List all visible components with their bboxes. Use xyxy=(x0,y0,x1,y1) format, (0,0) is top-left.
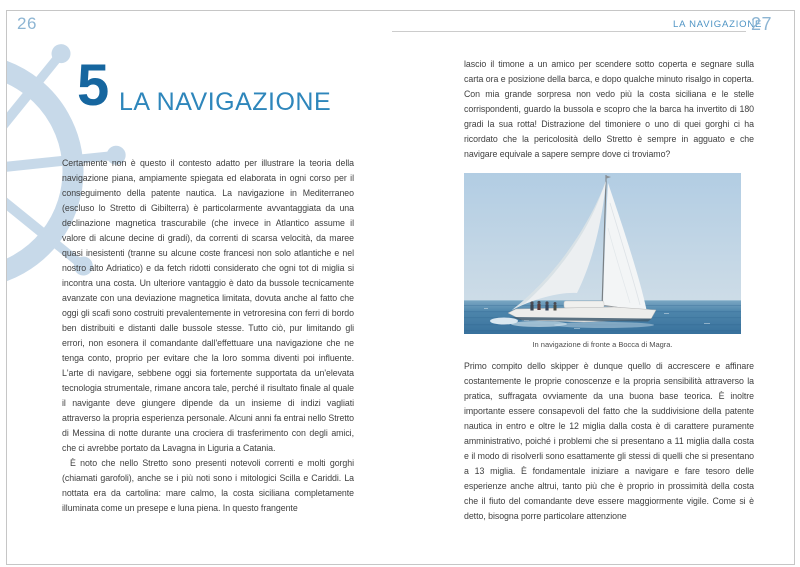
photo-caption: In navigazione di fronte a Bocca di Magra. xyxy=(532,340,673,349)
book-spread xyxy=(6,10,795,565)
page-number-left: 26 xyxy=(17,14,37,33)
right-page-body-top: lascio il timone a un amico per scendere sotto coperta e segnare sulla carta ora e posizione della barca, e dopo qualche minuto risalgo in coperta. Con mia grande sorpresa non vedo più la costa siciliana e le stelle corrispondenti, guardo la bussola e scopro che la barca ha invertito di 180 gradi la sua rotta! Distrazione del timoniere o uno di quei gorghi ci ha ricordato che la pericolosità dello Stretto è sempre in agguato e che navigare equivale a sapere sempre dove ci troviamo? xyxy=(464,59,754,159)
sailboat-photo xyxy=(464,173,741,334)
page-number-right: 27 xyxy=(751,14,773,34)
right-page-body-bottom: Primo compito dello skipper è dunque quello di accrescere e affinare costantemente le proprie conoscenze e la propria sensibilità attraverso la pratica, suffragata ovviamente da una buona base teorica. È inoltre importante essere consapevoli del fatto che la suddivisione della patente nautica in entro e oltre le 12 miglia dalla costa è di carattere puramente amministrativo, poiché i problemi che si presentano a 11 miglia dalla costa e il modo di risolverli sono esattamente gli stessi di quelli che si presentano a 13 miglia. È fondamentale iniziare a navigare e fare tesoro delle esperienze anche altrui, tanto più che è proprio in prossimità della costa che il fiuto del comandante deve essere maggiormente vigile. Come si è detto, bisogna porre particolare attenzione xyxy=(464,361,754,521)
paragraph: È noto che nello Stretto sono presenti notevoli correnti e molti gorghi (chiamati garofoli), anche se i più noti sono i mitologici Scilla e Cariddi. La nottata era da cartolina: mare calmo, la costa siciliana completamente illuminata come un presepe e luna piena. In questo frangente xyxy=(62,458,354,513)
paragraph: Certamente non è questo il contesto adatto per illustrare la teoria della navigazione piana, ampiamente spiegata ed elaborata in ogni corso per il conseguimento della patente nautica. La navigazione in Mediterraneo (escluso lo Stretto di Gibilterra) è particolarmente avvantaggiata da una declinazione magnetica trascurabile (che invece in Atlantico assume il valore di alcune decine di gradi), da correnti di scarsa velocità, da maree quasi inesistenti (tranne su alcune coste francesi non solo atlantiche e nel nostro alto Adriatico) e da fetch ridotti considerato che ogni tot di miglia si incontra una costa. Un ulteriore vantaggio è dato da bussole tecnicamente avanzate con una deviazione magnetica limitata, dovuta anche al fatto che oggi gli scafi sono costruiti prevalentemente in vetroresina con ferri di bordo ben distribuiti e distanti dalle bussole stesse. Tutto ciò, pur limitando gli errori, non esonera il comandante dall'effettuare una navigazione che ne tenga conto, proprio per evitare che la loro somma diventi poi influente. L'arte di navigare, sebbene oggi sia fortemente supportata da un'elevata tecnologia strumentale, rimane ancora tale, perché il risultato finale al quale il navigante deve giungere dipende da un insieme di indizi vagliati attraverso la propria esperienza personale. Alcuni anni fa entrai nello Stretto di Messina di notte durante una crociera di trasferimento con degli amici, che ci avrebbe portato da Lavagna in Liguria a Catania. xyxy=(62,158,354,453)
running-header: LA NAVIGAZIONE xyxy=(673,19,763,30)
chapter-title: LA NAVIGAZIONE xyxy=(119,88,332,116)
chapter-number: 5 xyxy=(77,53,110,118)
left-page-body xyxy=(62,156,354,516)
header-rule xyxy=(392,31,746,32)
